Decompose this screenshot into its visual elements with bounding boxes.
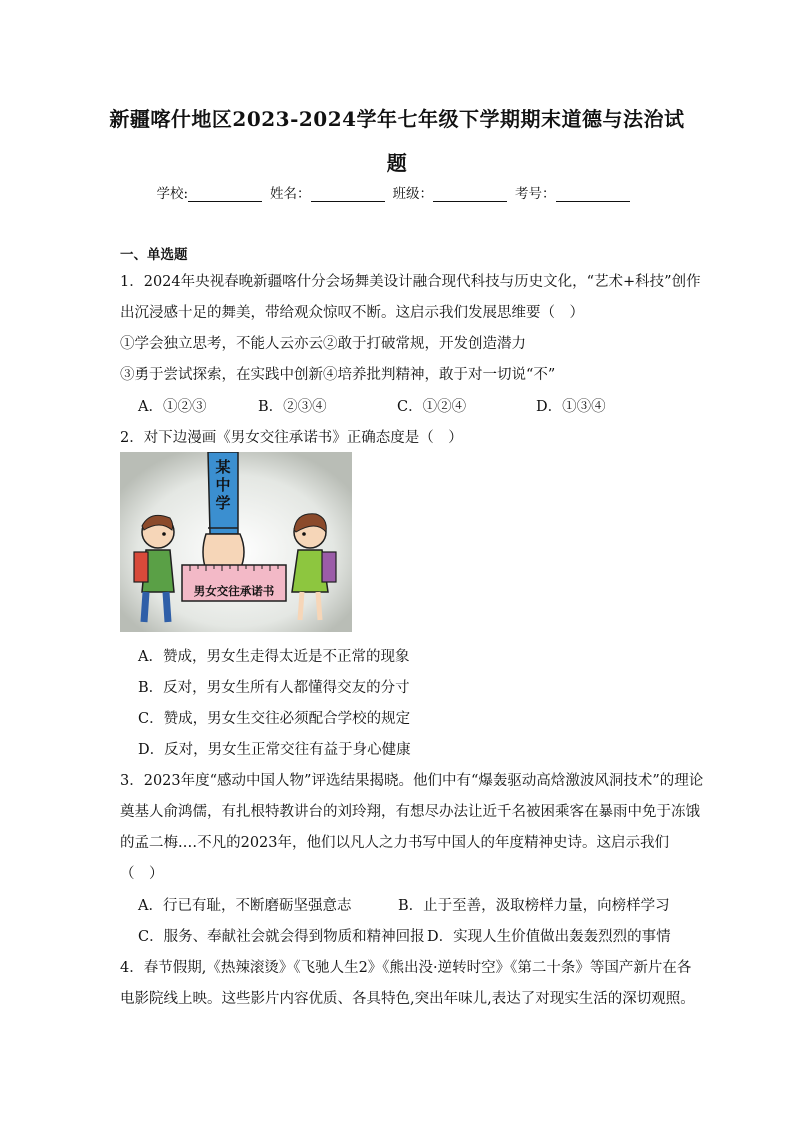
q4-stem-line2: 电影院线上映。这些影片内容优质、各具特色,突出年味儿,表达了对现实生活的深切观照。 xyxy=(120,991,695,1007)
exam-no-label: 考号： xyxy=(515,186,556,202)
q2-option-d[interactable]: D．反对，男女生正常交往有益于身心健康 xyxy=(138,742,411,758)
q2-option-c[interactable]: C．赞成，男女生交往必须配合学校的规定 xyxy=(138,711,411,727)
cartoon-svg xyxy=(120,452,352,632)
q2-option-b[interactable]: B．反对，男女生所有人都懂得交友的分寸 xyxy=(138,680,410,696)
q1-statement1: ①学会独立思考，不能人云亦云②敢于打破常规，开发创造潜力 xyxy=(120,336,526,352)
school-label: 学校: xyxy=(156,186,189,202)
q2-option-a[interactable]: A．赞成，男女生走得太近是不正常的现象 xyxy=(138,649,410,665)
q4-stem-line1: 4．春节假期,《热辣滚烫》《飞驰人生2》《熊出没·逆转时空》《第二十条》等国产新片在各 xyxy=(120,960,692,976)
q1-option-b[interactable]: B．②③④ xyxy=(258,399,327,415)
class-label: 班级： xyxy=(392,186,434,202)
q1-stem-line2: 出沉浸感十足的舞美，带给观众惊叹不断。这启示我们发展思维要（ ） xyxy=(120,305,584,321)
section-heading: 一、单选题 xyxy=(120,247,188,263)
exam-title-line2: 题 xyxy=(386,151,408,175)
q3-stem-line1: 3．2023年度“感动中国人物”评选结果揭晓。他们中有“爆轰驱动高焓激波风洞技术”的理论 xyxy=(120,773,704,789)
svg-text:某: 某 xyxy=(215,458,231,476)
name-label: 姓名： xyxy=(270,186,311,202)
exam-no-blank[interactable] xyxy=(556,187,630,202)
q3-stem-line2: 奠基人俞鸿儒，有扎根特教讲台的刘玲翔，有想尽办法让近千名被困乘客在暴雨中免于冻饿 xyxy=(120,804,700,820)
q3-stem-line3: 的孟二梅.…不凡的2023年，他们以凡人之力书写中国人的年度精神史诗。这启示我们 xyxy=(120,835,670,851)
name-blank[interactable] xyxy=(311,187,385,202)
svg-text:中: 中 xyxy=(215,476,231,494)
q1-statement2: ③勇于尝试探索，在实践中创新④培养批判精神，敢于对一切说“不” xyxy=(120,367,556,383)
q1-option-d[interactable]: D．①③④ xyxy=(536,399,606,415)
q2-stem: 2．对下边漫画《男女交往承诺书》正确态度是（ ） xyxy=(120,430,463,446)
svg-text:男女交往承诺书: 男女交往承诺书 xyxy=(193,584,275,598)
school-blank[interactable] xyxy=(188,187,262,202)
q3-stem-line4: （ ） xyxy=(120,866,164,882)
q3-option-d[interactable]: D．实现人生价值做出轰轰烈烈的事情 xyxy=(427,929,671,945)
exam-title-line1: 新疆喀什地区2023-2024学年七年级下学期期末道德与法治试 xyxy=(109,107,685,131)
student-info-row xyxy=(0,182,794,202)
cartoon-image xyxy=(120,452,352,632)
q1-stem-line1: 1．2024年央视春晚新疆喀什分会场舞美设计融合现代科技与历史文化，“艺术+科技”创作 xyxy=(120,274,701,290)
q3-option-a[interactable]: A．行已有耻，不断磨砺坚强意志 xyxy=(138,898,352,914)
class-blank[interactable] xyxy=(433,187,507,202)
q3-option-b[interactable]: B．止于至善，汲取榜样力量，向榜样学习 xyxy=(398,898,670,914)
q1-option-a[interactable]: A．①②③ xyxy=(138,399,207,415)
svg-text:学: 学 xyxy=(215,494,231,512)
q1-option-c[interactable]: C．①②④ xyxy=(397,399,467,415)
q3-option-c[interactable]: C．服务、奉献社会就会得到物质和精神回报 xyxy=(138,929,425,945)
